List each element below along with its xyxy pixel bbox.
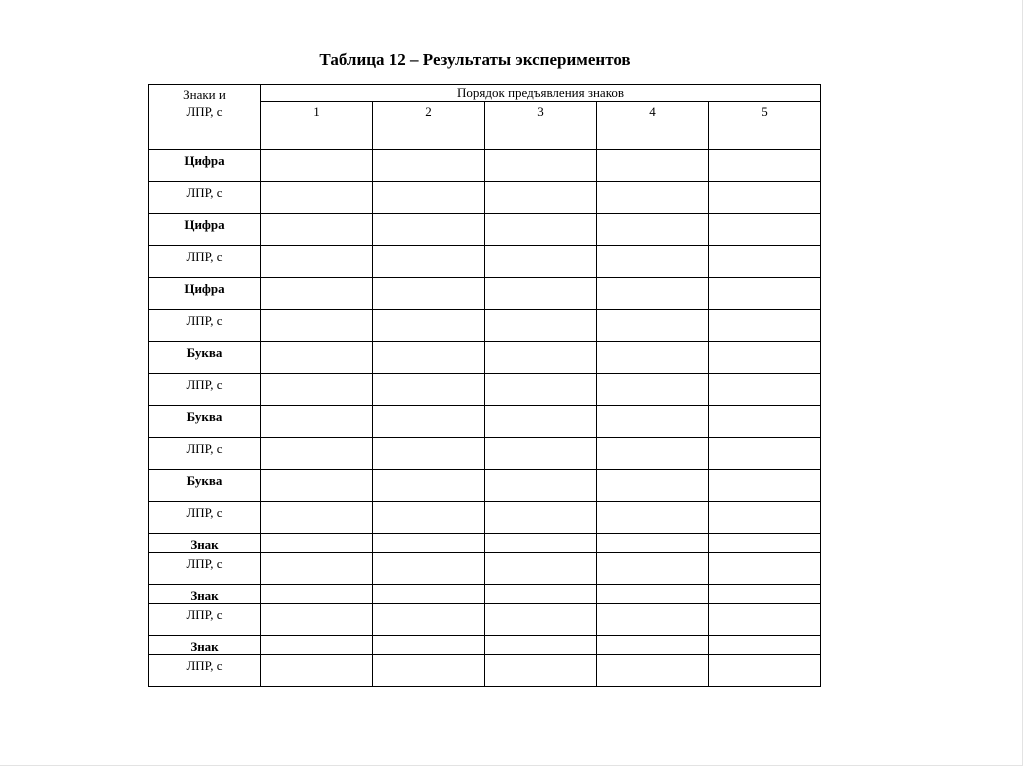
- data-cell[interactable]: [709, 310, 821, 342]
- data-cell[interactable]: [373, 655, 485, 687]
- data-cell[interactable]: [261, 636, 373, 655]
- table-row: [149, 604, 821, 636]
- data-cell[interactable]: [261, 246, 373, 278]
- table-row: [149, 278, 821, 310]
- table-row: [149, 636, 821, 655]
- row-label: Буква: [149, 406, 261, 438]
- data-cell[interactable]: [709, 636, 821, 655]
- data-cell[interactable]: [597, 438, 709, 470]
- data-cell[interactable]: [485, 182, 597, 214]
- data-cell[interactable]: [485, 150, 597, 182]
- data-cell[interactable]: [709, 278, 821, 310]
- data-cell[interactable]: [261, 655, 373, 687]
- row-label: ЛПР, с: [149, 604, 261, 636]
- row-label: ЛПР, с: [149, 553, 261, 585]
- table-row: [149, 214, 821, 246]
- row-label: ЛПР, с: [149, 438, 261, 470]
- column-header-5: 5: [709, 102, 821, 150]
- data-cell[interactable]: [709, 604, 821, 636]
- data-cell[interactable]: [597, 182, 709, 214]
- table-row: [149, 438, 821, 470]
- data-cell[interactable]: [485, 585, 597, 604]
- data-cell[interactable]: [261, 406, 373, 438]
- row-label: ЛПР, с: [149, 374, 261, 406]
- column-header-1: 1: [261, 102, 373, 150]
- data-cell[interactable]: [485, 278, 597, 310]
- data-cell[interactable]: [709, 374, 821, 406]
- data-cell[interactable]: [597, 278, 709, 310]
- table-row: [149, 374, 821, 406]
- row-label: ЛПР, с: [149, 246, 261, 278]
- table-row: [149, 655, 821, 687]
- data-cell[interactable]: [485, 553, 597, 585]
- data-cell[interactable]: [709, 150, 821, 182]
- data-cell[interactable]: [261, 310, 373, 342]
- corner-header-line1: Знаки и: [183, 87, 226, 102]
- data-cell[interactable]: [597, 655, 709, 687]
- data-cell[interactable]: [597, 636, 709, 655]
- data-cell[interactable]: [373, 310, 485, 342]
- table-row: [149, 310, 821, 342]
- row-label: Знак: [149, 585, 261, 604]
- data-cell[interactable]: [373, 278, 485, 310]
- row-label: Цифра: [149, 150, 261, 182]
- row-label: ЛПР, с: [149, 502, 261, 534]
- data-cell[interactable]: [709, 438, 821, 470]
- data-cell[interactable]: [261, 278, 373, 310]
- data-cell[interactable]: [373, 604, 485, 636]
- data-cell[interactable]: [597, 553, 709, 585]
- data-cell[interactable]: [597, 374, 709, 406]
- data-cell[interactable]: [373, 553, 485, 585]
- column-header-3: 3: [485, 102, 597, 150]
- data-cell[interactable]: [709, 342, 821, 374]
- data-cell[interactable]: [485, 604, 597, 636]
- data-cell[interactable]: [485, 636, 597, 655]
- header-row-group: [149, 85, 821, 102]
- data-cell[interactable]: [485, 214, 597, 246]
- data-cell[interactable]: [485, 470, 597, 502]
- table-row: [149, 182, 821, 214]
- row-label: Буква: [149, 342, 261, 374]
- data-cell[interactable]: [597, 604, 709, 636]
- data-cell[interactable]: [709, 502, 821, 534]
- data-cell[interactable]: [373, 502, 485, 534]
- data-cell[interactable]: [373, 246, 485, 278]
- column-header-2: 2: [373, 102, 485, 150]
- data-cell[interactable]: [261, 214, 373, 246]
- data-cell[interactable]: [261, 585, 373, 604]
- data-cell[interactable]: [597, 406, 709, 438]
- data-cell[interactable]: [373, 636, 485, 655]
- data-cell[interactable]: [709, 406, 821, 438]
- table-row: [149, 553, 821, 585]
- data-cell[interactable]: [709, 585, 821, 604]
- data-cell[interactable]: [373, 182, 485, 214]
- data-cell[interactable]: [597, 585, 709, 604]
- data-cell[interactable]: [261, 342, 373, 374]
- data-cell[interactable]: [485, 502, 597, 534]
- data-cell[interactable]: [261, 470, 373, 502]
- table-row: [149, 150, 821, 182]
- data-cell[interactable]: [261, 374, 373, 406]
- data-cell[interactable]: [485, 246, 597, 278]
- row-label: ЛПР, с: [149, 310, 261, 342]
- data-cell[interactable]: [709, 655, 821, 687]
- data-cell[interactable]: [709, 182, 821, 214]
- data-cell[interactable]: [597, 150, 709, 182]
- corner-header-cell: [149, 85, 261, 150]
- row-label: ЛПР, с: [149, 182, 261, 214]
- table-row: [149, 342, 821, 374]
- data-cell[interactable]: [373, 406, 485, 438]
- data-cell[interactable]: [485, 310, 597, 342]
- data-cell[interactable]: [597, 470, 709, 502]
- data-cell[interactable]: [373, 150, 485, 182]
- data-cell[interactable]: [485, 406, 597, 438]
- data-cell[interactable]: [261, 604, 373, 636]
- data-cell[interactable]: [709, 534, 821, 553]
- row-label: Цифра: [149, 214, 261, 246]
- table-row: [149, 246, 821, 278]
- data-cell[interactable]: [373, 470, 485, 502]
- data-cell[interactable]: [261, 502, 373, 534]
- data-cell[interactable]: [709, 214, 821, 246]
- data-cell[interactable]: [373, 214, 485, 246]
- table-row: [149, 502, 821, 534]
- table-row: [149, 470, 821, 502]
- table-row: [149, 534, 821, 553]
- data-cell[interactable]: [597, 342, 709, 374]
- data-cell[interactable]: [485, 374, 597, 406]
- data-cell[interactable]: [597, 502, 709, 534]
- row-label: ЛПР, с: [149, 655, 261, 687]
- data-cell[interactable]: [373, 342, 485, 374]
- data-cell[interactable]: [709, 246, 821, 278]
- data-cell[interactable]: [373, 585, 485, 604]
- data-cell[interactable]: [261, 150, 373, 182]
- data-cell[interactable]: [485, 534, 597, 553]
- data-cell[interactable]: [709, 553, 821, 585]
- group-header-cell: Порядок предъявления знаков: [261, 85, 821, 102]
- results-table: [148, 84, 821, 687]
- data-cell[interactable]: [597, 534, 709, 553]
- data-cell[interactable]: [485, 342, 597, 374]
- page-title: Таблица 12 – Результаты экспериментов: [319, 50, 631, 69]
- data-cell[interactable]: [709, 470, 821, 502]
- data-cell[interactable]: [485, 438, 597, 470]
- data-cell[interactable]: [373, 438, 485, 470]
- data-cell[interactable]: [261, 553, 373, 585]
- row-label: Знак: [149, 636, 261, 655]
- corner-header-line2: ЛПР, с: [186, 104, 223, 119]
- data-cell[interactable]: [373, 374, 485, 406]
- column-header-4: 4: [597, 102, 709, 150]
- row-label: Буква: [149, 470, 261, 502]
- data-cell[interactable]: [597, 246, 709, 278]
- data-cell[interactable]: [597, 310, 709, 342]
- data-cell[interactable]: [261, 534, 373, 553]
- data-cell[interactable]: [261, 438, 373, 470]
- row-label: Знак: [149, 534, 261, 553]
- row-label: Цифра: [149, 278, 261, 310]
- data-cell[interactable]: [261, 182, 373, 214]
- table-row: [149, 585, 821, 604]
- data-cell[interactable]: [485, 655, 597, 687]
- data-cell[interactable]: [597, 214, 709, 246]
- data-cell[interactable]: [373, 534, 485, 553]
- table-row: [149, 406, 821, 438]
